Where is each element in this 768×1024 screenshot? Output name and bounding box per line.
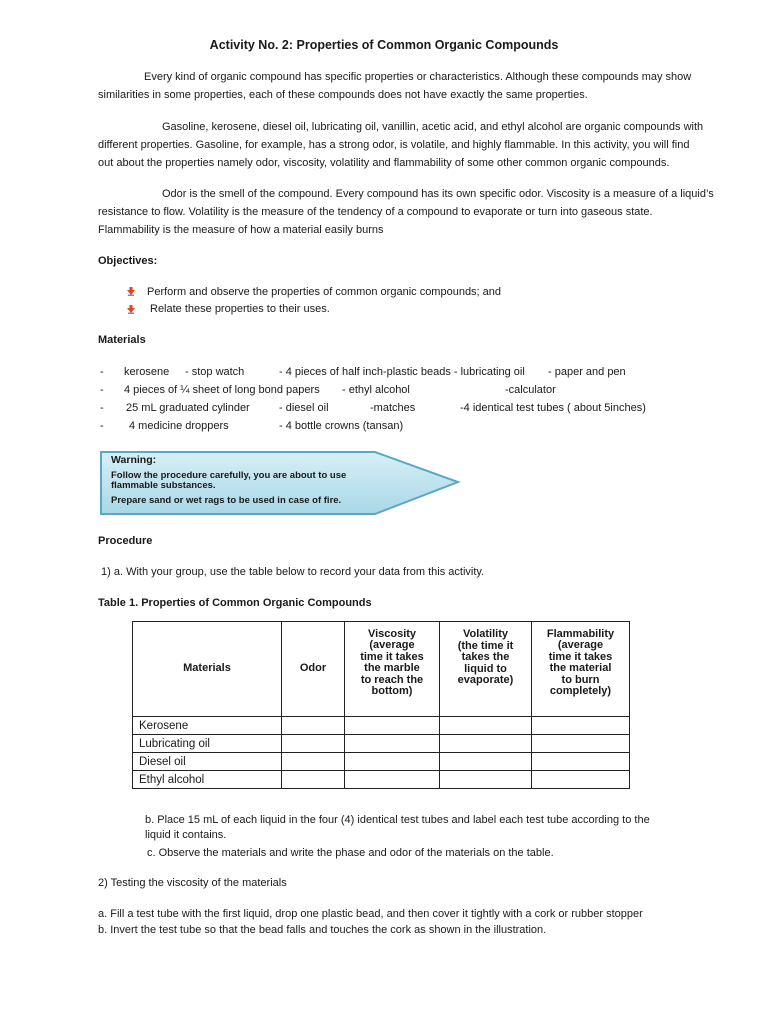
viscosity-line: time it takes xyxy=(360,650,424,663)
viscosity-line: the marble xyxy=(364,662,420,674)
intro-paragraph xyxy=(98,68,740,104)
material-plastic-beads: - 4 pieces of half inch-plastic beads - lubricating oil xyxy=(279,366,525,378)
warning-title: Warning: xyxy=(111,454,157,466)
flammability-cell[interactable] xyxy=(532,771,630,789)
flammability-line: the material xyxy=(549,662,612,674)
flammability-line: to burn xyxy=(561,673,600,686)
step-2a: a. Fill a test tube with the first liquid, drop one plastic bead, and then cover it tightly with a cork or rubber stopper xyxy=(98,908,643,920)
arrow-bullet-icon xyxy=(126,304,136,314)
odor-cell[interactable] xyxy=(282,753,345,771)
materials-dash: - xyxy=(100,420,104,432)
odor-cell[interactable] xyxy=(282,771,345,789)
volatility-line: liquid to xyxy=(464,662,507,675)
table-caption: Table 1. Properties of Common Organic Compounds xyxy=(98,597,372,609)
materials-dash: - xyxy=(100,384,104,396)
material-kerosene: kerosene xyxy=(124,366,170,378)
row-material: Diesel oil xyxy=(133,753,282,771)
warning-line-1: Follow the procedure carefully, you are about to use xyxy=(111,470,347,481)
table-header-row xyxy=(133,622,630,717)
intro-line-1: Every kind of organic compound has specific properties or characteristics. Although these compounds may show xyxy=(144,71,692,83)
intro-line-2: similarities in some properties, each of these compounds does not have exactly the same properties. xyxy=(98,89,588,101)
volatility-cell[interactable] xyxy=(440,753,532,771)
viscosity-line: to reach the xyxy=(360,673,424,686)
header-materials: Materials xyxy=(133,622,282,717)
header-flammability xyxy=(532,622,630,717)
compounds-line-1: Gasoline, kerosene, diesel oil, lubricating oil, vanillin, acetic acid, and ethyl alcohol are organic compounds with xyxy=(162,121,704,133)
objectives-heading: Objectives: xyxy=(98,255,158,267)
volatility-line: Volatility xyxy=(462,628,509,641)
row-material: Lubricating oil xyxy=(133,735,282,753)
table-row xyxy=(133,735,630,753)
material-diesel-oil: - diesel oil xyxy=(279,402,329,414)
header-viscosity xyxy=(345,622,440,717)
flammability-cell[interactable] xyxy=(532,735,630,753)
step-2b: b. Invert the test tube so that the bead falls and touches the cork as shown in the illustration. xyxy=(98,924,547,936)
material-matches: -matches xyxy=(370,402,416,414)
flammability-cell[interactable] xyxy=(532,753,630,771)
warning-line-2: flammable substances. xyxy=(111,480,216,491)
viscosity-line: (average xyxy=(369,639,415,651)
arrow-bullet-icon xyxy=(126,286,136,296)
step-1b-line-2: liquid it contains. xyxy=(145,829,227,841)
viscosity-cell[interactable] xyxy=(345,717,440,735)
compounds-line-3: out about the properties namely odor, viscosity, volatility and flammability of some other common organic compounds. xyxy=(98,157,670,169)
properties-table xyxy=(132,621,630,789)
header-volatility xyxy=(440,622,532,717)
volatility-line: takes the xyxy=(461,651,510,664)
viscosity-line: bottom) xyxy=(371,685,413,697)
viscosity-line: Viscosity xyxy=(367,627,417,640)
flammability-line: time it takes xyxy=(548,650,613,663)
definitions-line-1: Odor is the smell of the compound. Every compound has its own specific odor. Viscosity is a measure of a liquid’s xyxy=(162,188,714,200)
step-1c: c. Observe the materials and write the phase and odor of the materials on the table. xyxy=(147,847,554,859)
flammability-line: completely) xyxy=(549,685,612,697)
material-graduated-cylinder: 25 mL graduated cylinder xyxy=(126,402,250,414)
table-row xyxy=(133,717,630,735)
row-material: Kerosene xyxy=(133,717,282,735)
table-row xyxy=(133,753,630,771)
odor-cell[interactable] xyxy=(282,717,345,735)
objective-item-2: Relate these properties to their uses. xyxy=(150,303,330,315)
definitions-line-2: resistance to flow. Volatility is the measure of the tendency of a compound to evaporate or turn into gaseous state. xyxy=(98,206,653,218)
materials-heading: Materials xyxy=(98,334,146,346)
page-title: Activity No. 2: Properties of Common Organic Compounds xyxy=(209,38,559,52)
flammability-line: Flammability xyxy=(546,627,615,640)
material-calculator: -calculator xyxy=(505,384,556,396)
volatility-cell[interactable] xyxy=(440,735,532,753)
compounds-paragraph xyxy=(98,118,740,172)
flammability-cell[interactable] xyxy=(532,717,630,735)
objective-item-1: Perform and observe the properties of common organic compounds; and xyxy=(147,286,502,298)
viscosity-cell[interactable] xyxy=(345,771,440,789)
material-test-tubes: -4 identical test tubes ( about 5inches) xyxy=(460,402,646,414)
flammability-line: (average xyxy=(557,639,604,651)
row-material: Ethyl alcohol xyxy=(133,771,282,789)
material-bottle-crowns: - 4 bottle crowns (tansan) xyxy=(279,420,404,432)
procedure-heading: Procedure xyxy=(98,535,153,547)
step-1b-line-1: b. Place 15 mL of each liquid in the four (4) identical test tubes and label each test tube according to the xyxy=(145,814,650,826)
definitions-paragraph xyxy=(98,185,740,239)
step-2-heading: 2) Testing the viscosity of the materials xyxy=(98,877,287,889)
compounds-line-2: different properties. Gasoline, for example, has a strong odor, is volatile, and highly flammable. In this activity, you will find xyxy=(98,139,690,151)
materials-dash: - xyxy=(100,402,104,414)
table-row xyxy=(133,771,630,789)
material-stop-watch: - stop watch xyxy=(185,366,245,378)
viscosity-cell[interactable] xyxy=(345,735,440,753)
volatility-cell[interactable] xyxy=(440,717,532,735)
step-1a: 1) a. With your group, use the table below to record your data from this activity. xyxy=(101,566,485,578)
material-medicine-droppers: 4 medicine droppers xyxy=(129,420,229,432)
volatility-line: (the time it xyxy=(457,639,514,652)
header-odor: Odor xyxy=(282,622,345,717)
odor-cell[interactable] xyxy=(282,735,345,753)
material-paper-pen: - paper and pen xyxy=(548,366,626,378)
materials-dash: - xyxy=(100,366,104,378)
warning-line-3: Prepare sand or wet rags to be used in case of fire. xyxy=(111,495,342,506)
volatility-cell[interactable] xyxy=(440,771,532,789)
definitions-line-3: Flammability is the measure of how a material easily burns xyxy=(98,224,384,236)
volatility-line: evaporate) xyxy=(457,674,514,687)
viscosity-cell[interactable] xyxy=(345,753,440,771)
material-bond-papers: 4 pieces of ¼ sheet of long bond papers xyxy=(124,384,320,396)
material-ethyl-alcohol: - ethyl alcohol xyxy=(342,384,410,396)
